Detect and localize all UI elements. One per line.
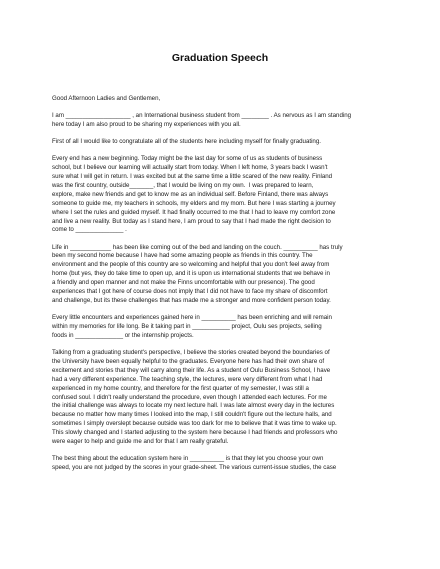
paragraph-line: come to ______________ . — [52, 226, 127, 234]
paragraph-line: excitement and stories that they will carry along their life. As a student of Oulu Business School, I have — [52, 366, 331, 374]
paragraph-line: here today I am also proud to be sharing my experiences with you all. — [52, 121, 241, 128]
paragraph — [52, 455, 392, 473]
paragraph-line: I am ___________________ , an International business student from ________ . As nervous as I am standing — [52, 112, 352, 120]
paragraph-line: the initial challenge was always to locate my next lecture hall. I was late almost every day in the lectures — [52, 402, 335, 410]
paragraph-line: environment and the people of this country are so welcoming and helpful that you don't feel away from — [52, 261, 330, 269]
paragraph — [52, 244, 392, 306]
paragraph-line: sometimes I simply overslept because outside was too dark for me to believe that it was time to wake up. — [52, 420, 337, 428]
paragraph-line: sure what I will get in return. I was excited but at the same time a little scared of the new reality. Finland — [52, 173, 333, 180]
paragraph-line: explore, make new friends and get to know me as an individual self. Before Finland, there was always — [52, 190, 329, 198]
paragraph-line: and challenge, but its these challenges that has made me a stronger and more confident person today. — [52, 296, 331, 304]
paragraph-line: This slowly changed and I started adjusting to the system here because I had friends and professors who — [52, 429, 338, 437]
paragraph — [52, 314, 392, 341]
paragraph-line: was the first country, outside_______, that I would be living on my own. I was prepared to learn, — [52, 181, 314, 189]
paragraph-line: Every end has a new beginning. Today might be the last day for some of us as students of business — [52, 155, 323, 163]
paragraph-line: Talking from a graduating student's perspective, I believe the stories created beyond the boundaries of — [52, 348, 330, 356]
paragraph — [52, 95, 392, 104]
paragraph-line: speed, you are not judged by the scores in your grade-sheet. The various current-issue studies, the case — [52, 464, 337, 472]
paragraph-line: been my second home because I have had some amazing people as friends in this country. The — [52, 252, 313, 260]
paragraph-line: Good Afternoon Ladies and Gentlemen, — [52, 95, 161, 102]
paragraph-line: had a very different experience. The teaching style, the lectures, were very different from what I had — [52, 375, 323, 383]
paragraph-line: were eager to help and guide me and for that I am really grateful. — [52, 438, 229, 446]
paragraph-line: and live a new reality. But today as I stand here, I am proud to say that I had made the right decision to — [52, 217, 331, 225]
paragraph-line: Every little encounters and experiences gained here in __________ has been enriching and will remain — [52, 314, 332, 322]
paragraph-line: Life in ____________ has been like coming out of the bed and landing on the couch. __________ has truly — [52, 243, 343, 251]
paragraph-line: school, but I believe our learning will actually start from today. When I left home, 3 years back I wasn't — [52, 164, 328, 172]
paragraph — [52, 349, 392, 447]
paragraph — [52, 138, 392, 147]
document-title: Graduation Speech — [171, 52, 269, 64]
paragraph-line: foods in ______________ or the internship projects. — [52, 331, 194, 339]
paragraph-line: First of all I would like to congratulate all of the students here including myself for finally graduating. — [52, 138, 321, 146]
paragraph-line: because no matter how many times I looked into the map, I still couldn't figure out the lecture halls, and — [52, 411, 332, 419]
paragraph-line: The best thing about the education system here in __________ is that they let you choose your own — [52, 455, 324, 463]
paragraph — [52, 112, 392, 130]
paragraph-line: confused soul. I didn't really understand the procedure, even though I attended each lectures. For me — [52, 393, 327, 401]
paragraph-line: the University have been equally helpful to the graduates. Everyone here has had their own share of — [52, 357, 325, 365]
paragraph-line: home (but yes, they do take time to open up, and it is upon us international students that we behave in — [52, 270, 330, 278]
paragraph-line: where I set the rules and guided myself. It had finally occurred to me that I had to leave my comfort zone — [52, 208, 336, 216]
paragraph-line: within my memories for life long. Be it taking part in ___________ project, Oulu ses projects, selling — [52, 322, 322, 330]
paragraph-line: experiences that I got here of course does not imply that I did not have to face my share of discomfort — [52, 288, 328, 296]
paragraph-line: a friendly and open manner and not make the Finns uncomfortable with our presence). The good — [52, 279, 315, 287]
document-body — [52, 95, 392, 481]
paragraph — [52, 155, 392, 235]
paragraph-line: someone to guide me, my teachers in schools, my elders and my mom. But here I was starting a journey — [52, 199, 336, 207]
paragraph-line: experienced in my home country, and therefore for the first quarter of my semester, I was still a — [52, 384, 309, 392]
